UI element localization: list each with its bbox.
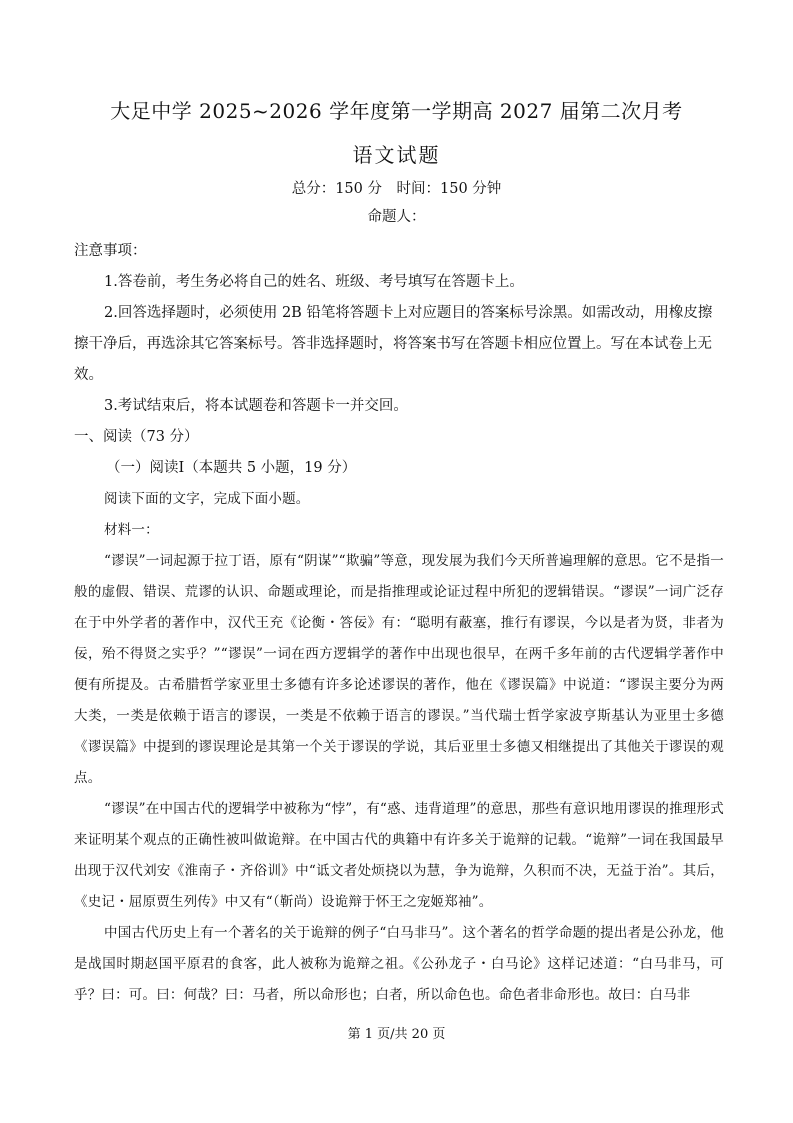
- setter-label: 命题人：: [367, 209, 426, 225]
- reading-material: [74, 484, 724, 1011]
- notice-item-3: 3.考试结束后，将本试题卷和答题卡一并交回。: [104, 398, 408, 414]
- section-heading: 一、阅读（73 分）: [74, 429, 199, 445]
- exam-title: 大足中学 2025~2026 学年度第一学期高 2027 届第二次月考: [110, 99, 683, 123]
- reading-instruction: 阅读下面的文字，完成下面小题。: [104, 491, 310, 507]
- material-label: 材料一：: [104, 522, 159, 538]
- material-paragraph-1: “谬误”一词起源于拉丁语，原有“阴谋”“欺骗”等意，现发展为我们今天所普遍理解的意思。它不是指一般的虚假、错误、荒谬的认识、命题或理论，而是指推理或论证过程中所犯的逻辑错误。“谬误”一词广泛存在于中外学者的著作中，汉代王充《论衡・答佞》有：“聪明有蔽塞，推行有谬误，今以是者为贤，非者为佞，殆不得贤之实乎？”“谬误”一词在西方逻辑学的著作中出现也很早，在两千多年前的古代逻辑学著作中便有所提及。古希腊哲学家亚里士多德有许多论述谬误的著作，他在《谬误篇》中说道：“谬误主要分为两大类，一类是依赖于语言的谬误，一类是不依赖于语言的谬误。”当代瑞士哲学家波亨斯基认为亚里士多德《谬误篇》中提到的谬误理论是其第一个关于谬误的学说，其后亚里士多德又相继提出了其他关于谬误的观点。: [74, 553, 724, 786]
- material-paragraph-3: 中国古代历史上有一个著名的关于诡辩的例子“白马非马”。这个著名的哲学命题的提出者是公孙龙，他是战国时期赵国平原君的食客，此人被称为诡辩之祖。《公孙龙子・白马论》这样记述道：“白马非马，可乎？曰：可。曰：何哉？曰：马者，所以命形也；白者，所以命色也。命色者非命形也。故曰：白马非: [74, 925, 724, 1003]
- material-paragraph-2: “谬误”在中国古代的逻辑学中被称为“悖”，有“惑、违背道理”的意思，那些有意识地用谬误的推理形式来证明某个观点的正确性被叫做诡辩。在中国古代的典籍中有许多关于诡辩的记载。“诡辩”一词在我国最早出现于汉代刘安《淮南子・齐俗训》中“诋文者处烦挠以为慧，争为诡辩，久积而不决，无益于治”。其后，《史记・屈原贾生列传》中又有“（靳尚）设诡辩于怀王之宠姬郑袖”。: [74, 801, 724, 910]
- subject-title: 语文试题: [352, 143, 441, 167]
- exam-meta: 总分：150 分 时间：150 分钟: [291, 181, 502, 197]
- page-number: 第 1 页/共 20 页: [347, 1027, 446, 1042]
- notice-heading: 注意事项：: [74, 243, 147, 259]
- notice-item-2: 2.回答选择题时，必须使用 2B 铅笔将答题卡上对应题目的答案标号涂黑。如需改动，用橡皮擦擦干净后，再选涂其它答案标号。答非选择题时，将答案书写在答题卡相应位置上。写在本试卷上无效。: [74, 305, 713, 383]
- notice-item-1: 1.答卷前，考生务必将自己的姓名、班级、考号填写在答题卡上。: [104, 274, 524, 290]
- exam-body: [74, 236, 724, 1011]
- section-subheading: （一）阅读Ⅰ（本题共 5 小题，19 分）: [106, 460, 357, 476]
